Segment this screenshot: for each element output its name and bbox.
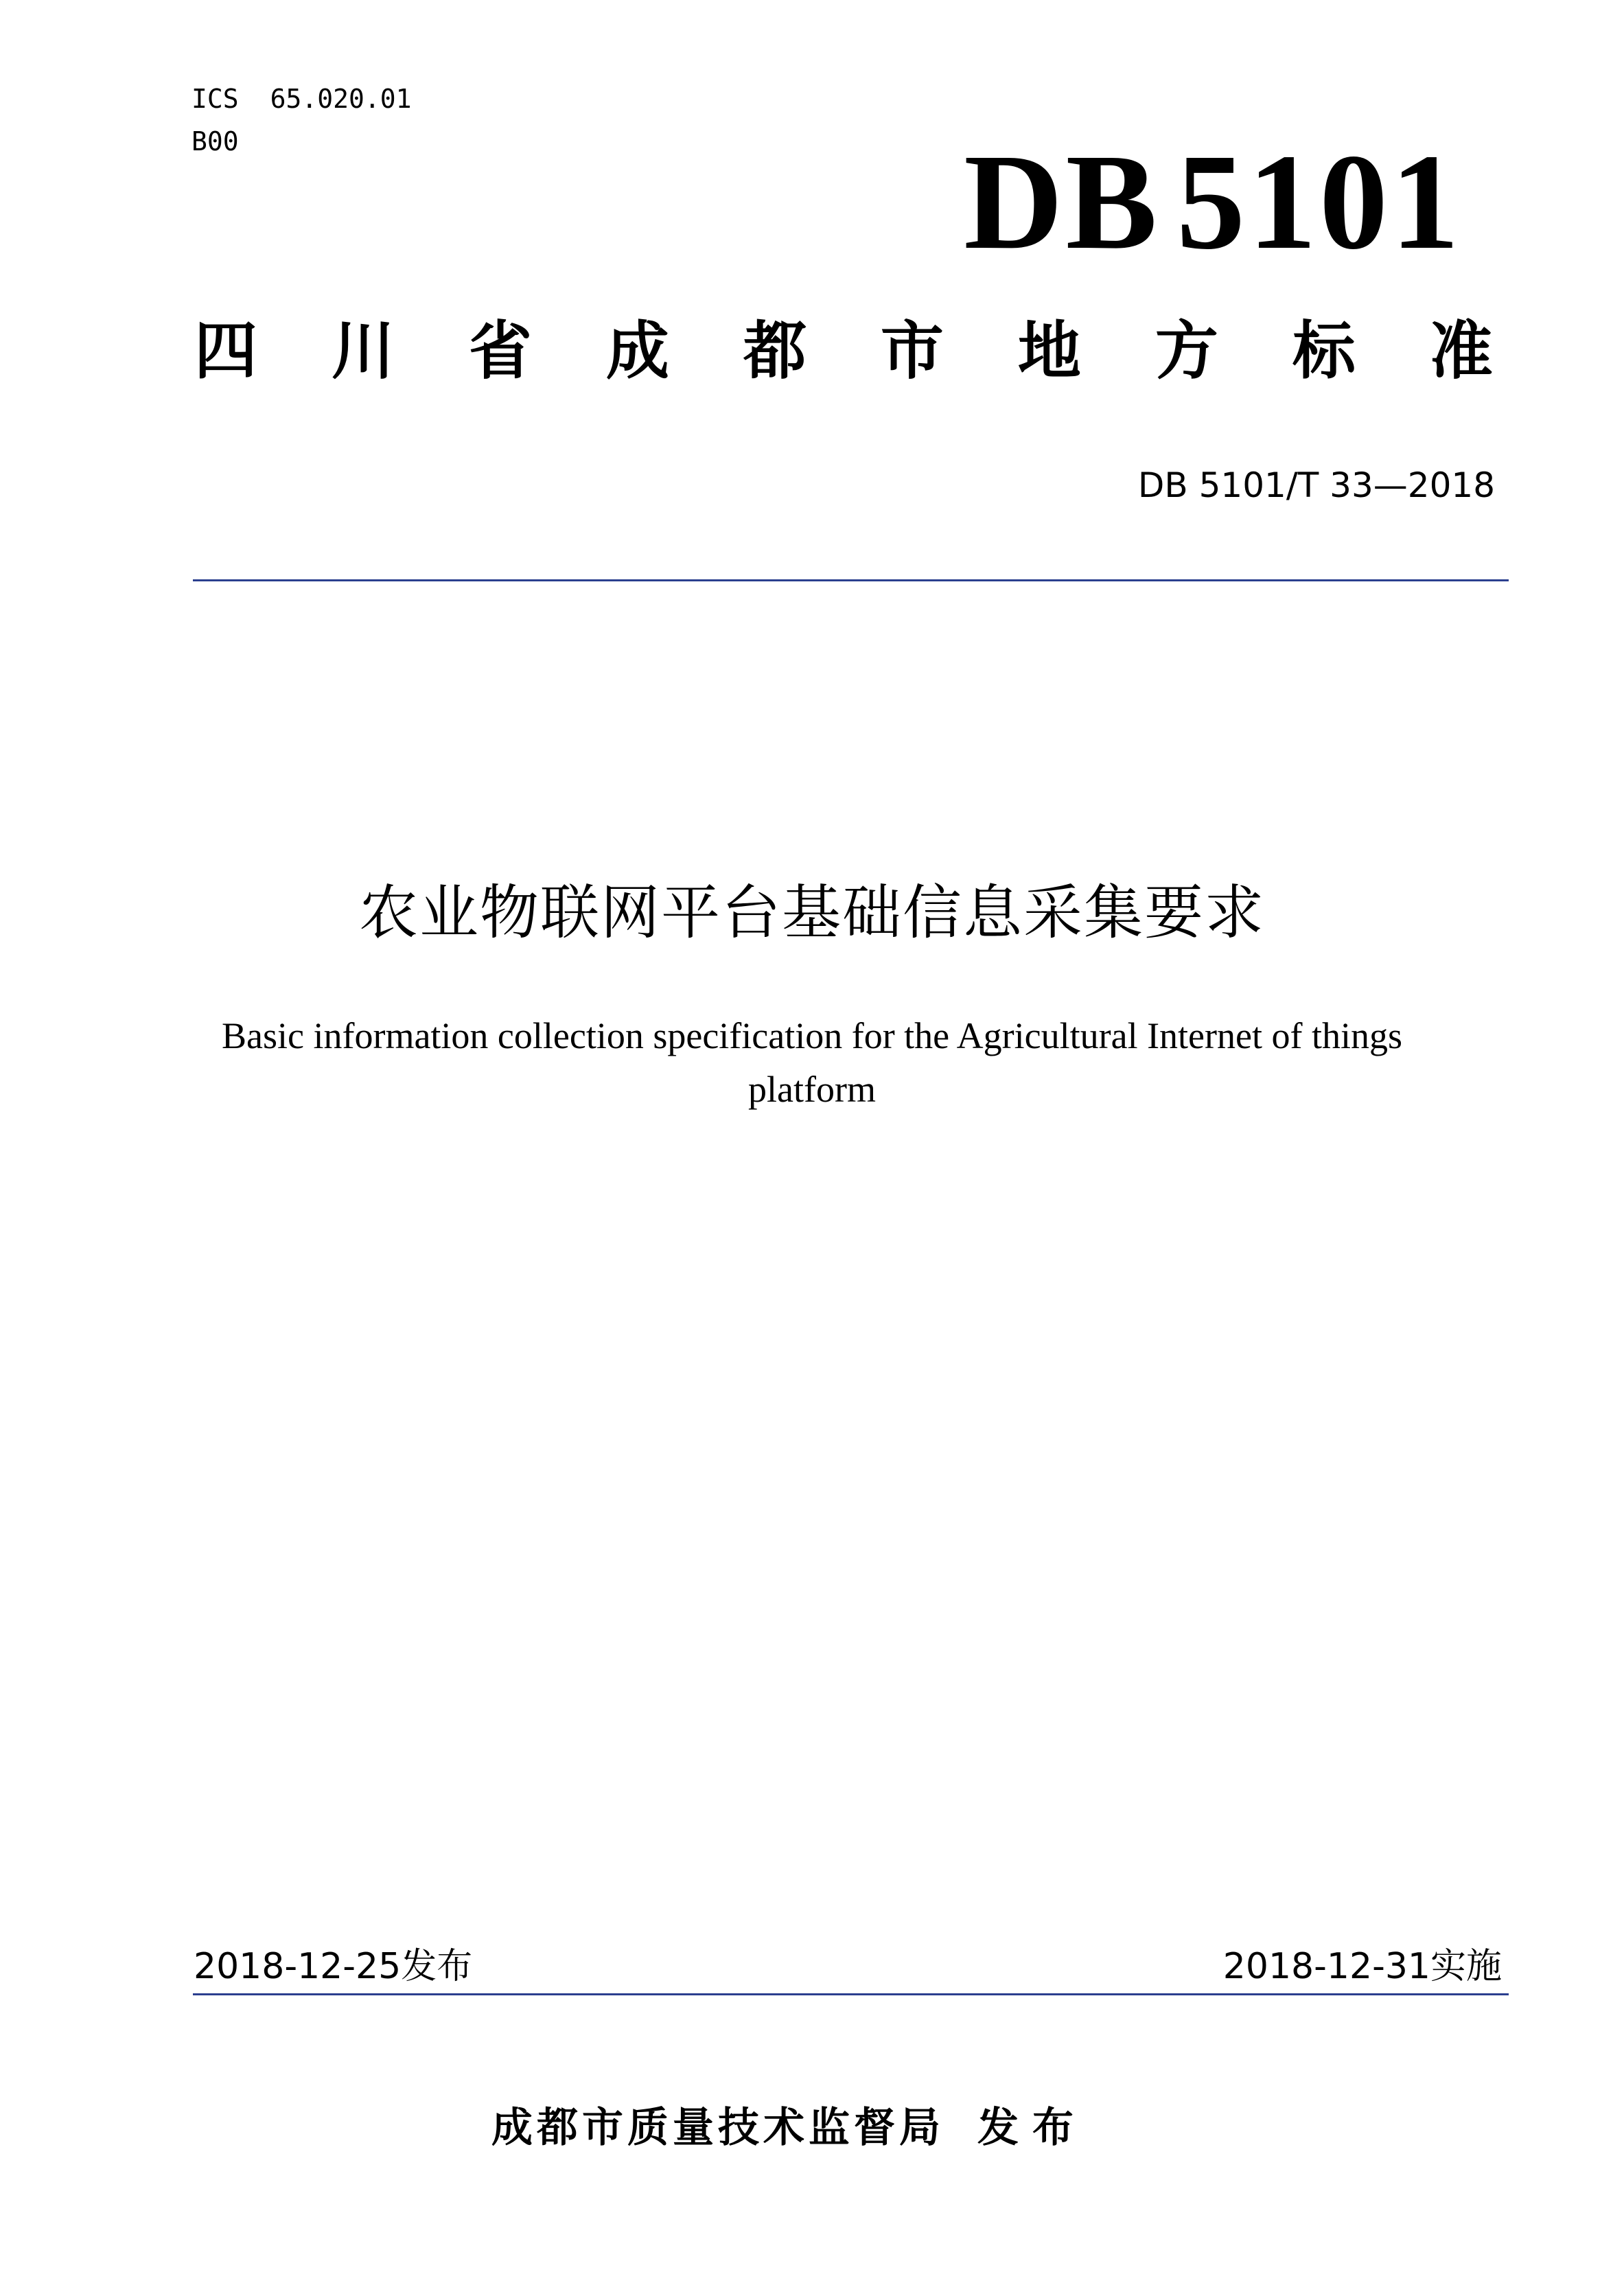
ics-classification [192, 81, 412, 117]
standard-type-char: 省 [468, 314, 532, 388]
standard-code-number: 5101 [1176, 126, 1462, 278]
standard-number: DB 5101/T 33—2018 [1137, 465, 1495, 505]
standard-type-char: 都 [743, 314, 807, 388]
ics-code: 65.020.01 [270, 84, 412, 114]
standard-type-heading [194, 310, 1493, 393]
publisher-name: 成都市质量技术监督局 [491, 2104, 944, 2152]
standard-code-prefix: DB [964, 126, 1160, 278]
bottom-divider [193, 1993, 1509, 1995]
top-divider [193, 579, 1509, 581]
standard-code-mark [964, 126, 1462, 278]
standard-type-char: 标 [1292, 314, 1356, 388]
title-chinese: 农业物联网平台基础信息采集要求 [359, 879, 1265, 947]
standard-type-char: 市 [880, 314, 944, 388]
standard-type-char: 成 [605, 314, 669, 388]
standard-type-char: 川 [331, 314, 395, 388]
ics-label: ICS [192, 84, 239, 114]
ccs-code: B00 [192, 126, 239, 156]
issue-date: 2018-12-25发布 [194, 1946, 473, 1987]
standard-type-char: 准 [1429, 314, 1493, 388]
publisher-line [491, 2099, 1087, 2157]
standard-type-char: 地 [1017, 314, 1081, 388]
standard-type-char: 方 [1155, 314, 1218, 388]
publish-action: 发布 [977, 2104, 1087, 2152]
implementation-date: 2018-12-31实施 [1222, 1946, 1502, 1987]
standard-type-char: 四 [194, 314, 258, 388]
title-english: Basic information collection specification for the Agricultural Internet of things platform [222, 1015, 1402, 1110]
